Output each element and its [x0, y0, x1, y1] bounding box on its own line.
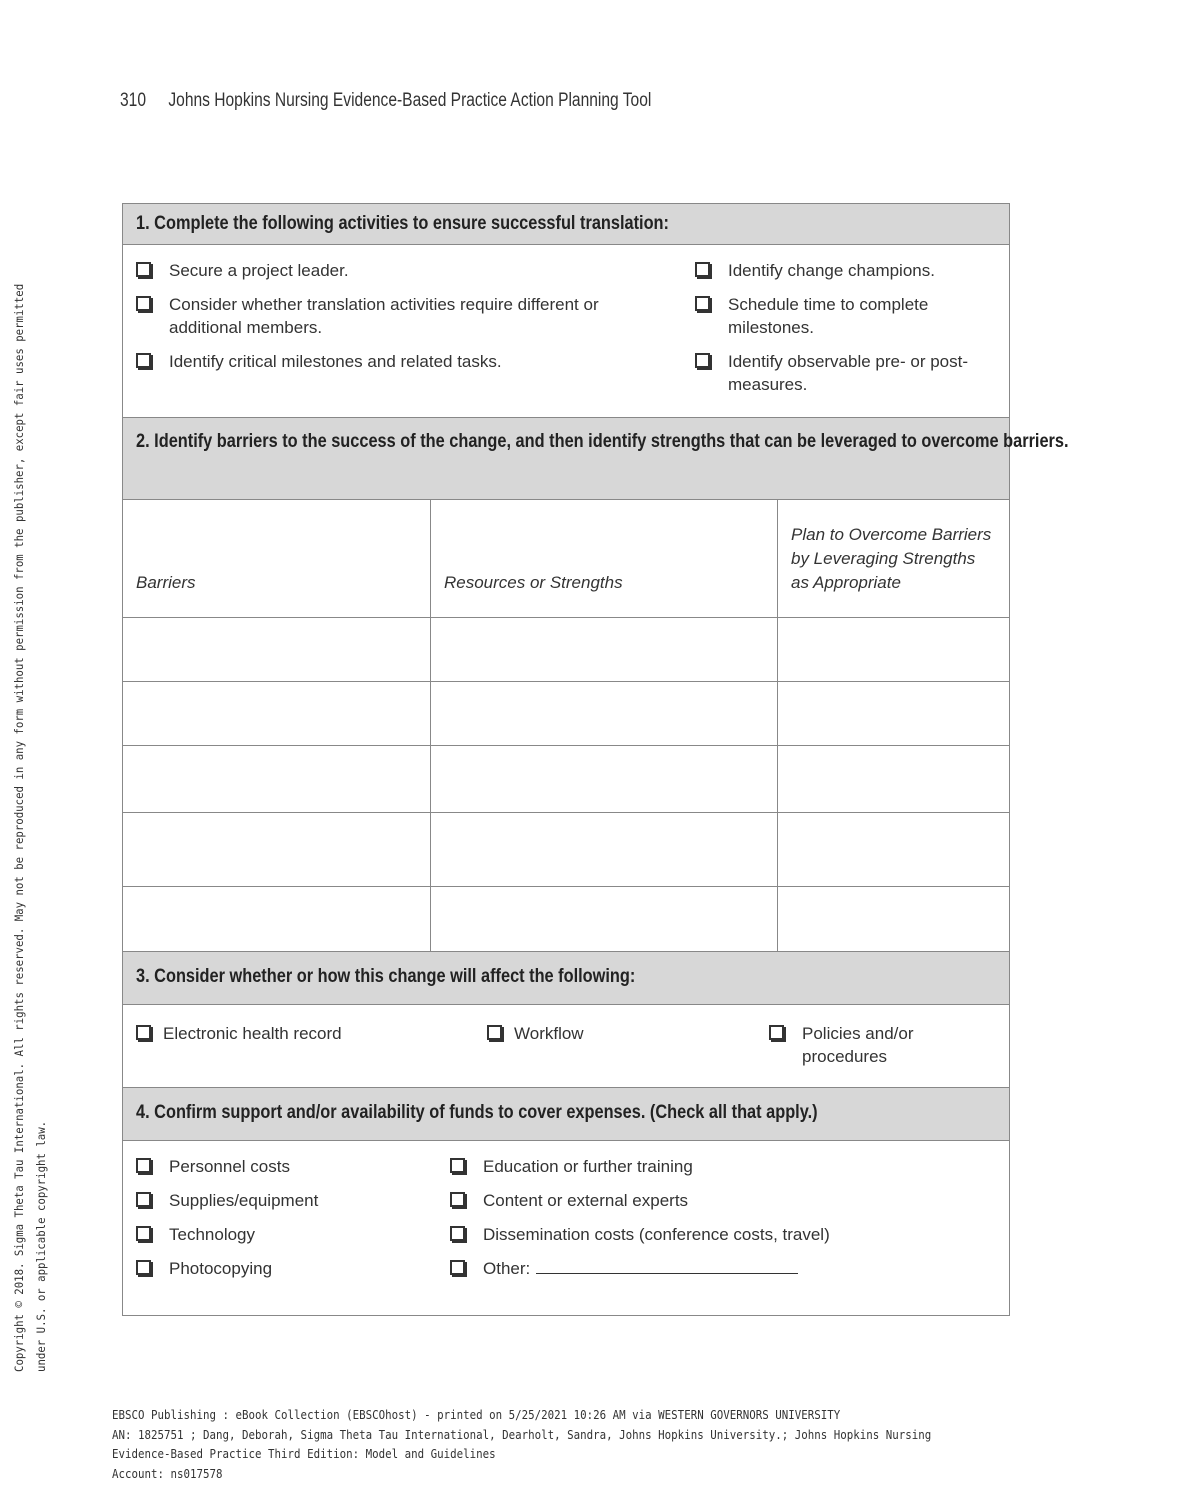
- page-number: 310: [120, 90, 146, 111]
- footer-line-4: Account: ns017578: [112, 1466, 223, 1481]
- checkbox[interactable]: [136, 1192, 151, 1207]
- checkbox-label: Workflow: [514, 1023, 584, 1043]
- page-header: [120, 90, 651, 112]
- column-header-resources: Resources or Strengths: [431, 500, 778, 617]
- other-fill-line[interactable]: [536, 1257, 798, 1274]
- checkbox[interactable]: [450, 1260, 465, 1275]
- checkbox-item[interactable]: [136, 259, 676, 282]
- checkbox-item[interactable]: [136, 1257, 272, 1280]
- checkbox-item[interactable]: [450, 1223, 830, 1246]
- table-cell[interactable]: [431, 886, 778, 951]
- checkbox-label: Identify change champions.: [728, 261, 935, 280]
- section-1-checklist: [123, 245, 1009, 418]
- page-running-title: Johns Hopkins Nursing Evidence-Based Practice Action Planning Tool: [168, 90, 652, 111]
- table-cell[interactable]: [778, 745, 1010, 812]
- checkbox-label: [483, 1257, 798, 1280]
- checkbox-item[interactable]: [487, 1022, 584, 1045]
- checkbox[interactable]: [450, 1192, 465, 1207]
- checkbox-label: Secure a project leader.: [169, 261, 349, 280]
- checkbox-item[interactable]: [136, 350, 676, 373]
- checkbox[interactable]: [695, 296, 710, 311]
- checkbox-item[interactable]: [136, 1155, 290, 1178]
- checkbox-label: Content or external experts: [483, 1190, 689, 1210]
- checkbox-item[interactable]: [136, 293, 666, 339]
- copyright-line-1: Copyright © 2018. Sigma Theta Tau International. All rights reserved. May not be reproduced in any form without permission from the publisher, except fair uses permitted: [12, 283, 26, 1372]
- checkbox-item[interactable]: [769, 1022, 969, 1068]
- checkbox-item[interactable]: [450, 1155, 693, 1178]
- checkbox-item[interactable]: [450, 1257, 798, 1280]
- checkbox[interactable]: [136, 353, 151, 368]
- table-row: [123, 617, 1009, 681]
- table-cell[interactable]: [431, 812, 778, 886]
- checkbox-item[interactable]: [136, 1022, 342, 1045]
- table-cell[interactable]: [778, 617, 1010, 681]
- section-4-heading: 4. Confirm support and/or availability of funds to cover expenses. (Check all that apply.): [123, 1088, 1009, 1141]
- footer-line-2: AN: 1825751 ; Dang, Deborah, Sigma Theta Tau International, Dearholt, Sandra, Johns Hopkins University.; Johns Hopkins Nursing: [112, 1427, 932, 1442]
- checkbox[interactable]: [136, 1025, 151, 1040]
- checkbox-label: Identify critical milestones and related tasks.: [169, 352, 502, 371]
- section-2-heading: 2. Identify barriers to the success of the change, and then identify strengths that can be leveraged to overcome barriers.: [123, 418, 1009, 500]
- checkbox[interactable]: [136, 262, 151, 277]
- table-cell[interactable]: [431, 681, 778, 745]
- checkbox[interactable]: [136, 296, 151, 311]
- section-1-heading: 1. Complete the following activities to ensure successful translation:: [123, 204, 1009, 245]
- checkbox[interactable]: [487, 1025, 502, 1040]
- checkbox[interactable]: [695, 353, 710, 368]
- table-cell[interactable]: [123, 886, 431, 951]
- checkbox-label: Electronic health record: [163, 1023, 342, 1043]
- checkbox-label: Supplies/equipment: [169, 1190, 319, 1210]
- table-row: [123, 745, 1009, 812]
- column-header-plan: Plan to Overcome Barriers by Leveraging Strengths as Appropriate: [778, 500, 1010, 617]
- table-row: [123, 886, 1009, 951]
- checkbox-label: Consider whether translation activities require different or additional members.: [169, 295, 599, 337]
- checkbox-item[interactable]: [136, 1189, 318, 1212]
- table-cell[interactable]: [123, 745, 431, 812]
- table-row: [123, 812, 1009, 886]
- footer-line-3: Evidence-Based Practice Third Edition: Model and Guidelines: [112, 1447, 496, 1461]
- table-cell[interactable]: [431, 745, 778, 812]
- checkbox-label: Technology: [169, 1224, 256, 1244]
- section-3-heading: 3. Consider whether or how this change will affect the following:: [123, 952, 1009, 1005]
- checkbox[interactable]: [136, 1226, 151, 1241]
- table-cell[interactable]: [778, 812, 1010, 886]
- checkbox[interactable]: [695, 262, 710, 277]
- other-label: Other:: [483, 1258, 531, 1278]
- table-cell[interactable]: [778, 886, 1010, 951]
- checkbox-item[interactable]: [695, 293, 965, 339]
- checkbox-item[interactable]: [136, 1223, 255, 1246]
- table-cell[interactable]: [431, 617, 778, 681]
- table-header-row: [123, 500, 1009, 617]
- checkbox[interactable]: [450, 1158, 465, 1173]
- checkbox[interactable]: [136, 1260, 151, 1275]
- column-header-barriers: Barriers: [123, 500, 431, 617]
- table-row: [123, 681, 1009, 745]
- footer: [112, 1406, 1022, 1484]
- checkbox-label: Policies and/or procedures: [802, 1023, 914, 1066]
- checkbox[interactable]: [769, 1025, 784, 1040]
- checkbox-item[interactable]: [695, 259, 995, 282]
- side-copyright: [8, 122, 52, 1372]
- section-3-checklist: [123, 1005, 1009, 1088]
- table-cell[interactable]: [123, 681, 431, 745]
- checkbox-label: Personnel costs: [169, 1156, 290, 1176]
- copyright-line-2: under U.S. or applicable copyright law.: [34, 1120, 48, 1372]
- checkbox-label: Dissemination costs (conference costs, travel): [483, 1224, 830, 1244]
- checkbox[interactable]: [136, 1158, 151, 1173]
- table-cell[interactable]: [778, 681, 1010, 745]
- action-planning-form: [122, 203, 1069, 1316]
- checkbox-label: Schedule time to complete milestones.: [728, 295, 929, 337]
- barriers-table: [123, 500, 1009, 952]
- checkbox-label: Identify observable pre- or post-measures.: [728, 352, 969, 394]
- table-cell[interactable]: [123, 617, 431, 681]
- checkbox-item[interactable]: [450, 1189, 688, 1212]
- section-4-checklist: [123, 1141, 1009, 1315]
- table-cell[interactable]: [123, 812, 431, 886]
- checkbox-label: Education or further training: [483, 1156, 693, 1176]
- checkbox-label: Photocopying: [169, 1258, 273, 1278]
- checkbox-item[interactable]: [695, 350, 995, 396]
- footer-line-1: EBSCO Publishing : eBook Collection (EBSCOhost) - printed on 5/25/2021 10:26 AM via WESTERN GOVERNORS UNIVERSITY: [112, 1408, 841, 1422]
- checkbox[interactable]: [450, 1226, 465, 1241]
